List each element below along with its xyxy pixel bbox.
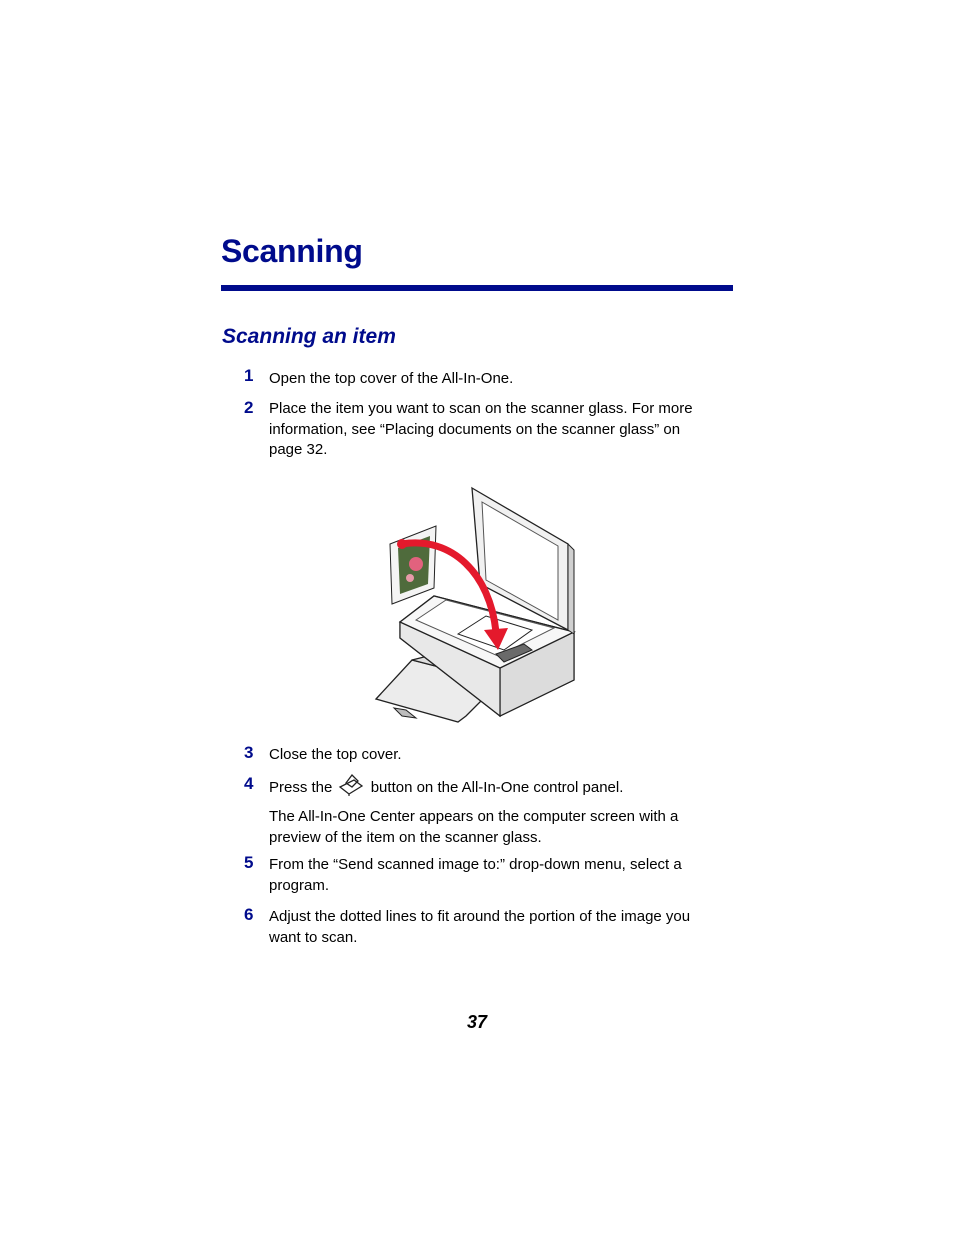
page-number: 37 — [466, 1012, 488, 1032]
step-number-2: 2 — [244, 398, 254, 417]
step-number-5: 5 — [244, 853, 254, 872]
step-4-text-after: button on the All-In-One control panel. — [370, 779, 624, 796]
step-text-3: Close the top cover. — [269, 746, 402, 763]
step-number-1: 1 — [244, 366, 254, 385]
title-rule — [221, 285, 733, 291]
scan-button-icon — [338, 773, 364, 797]
step-text-6: Adjust the dotted lines to fit around the portion of the image you want to scan. — [269, 908, 691, 946]
section-title: Scanning an item — [222, 325, 396, 348]
printer-illustration — [372, 484, 584, 726]
page-title: Scanning — [221, 233, 363, 269]
step-number-3: 3 — [244, 743, 254, 762]
step-text-1: Open the top cover of the All-In-One. — [269, 370, 514, 387]
step-4-text-before: Press the — [269, 779, 333, 796]
step-text-4 — [269, 773, 719, 800]
step-number-4: 4 — [244, 774, 254, 793]
step-4-note: The All-In-One Center appears on the computer screen with a preview of the item on the scanner glass. — [269, 808, 679, 846]
step-text-5: From the “Send scanned image to:” drop-down menu, select a program. — [269, 856, 682, 894]
step-text-2: Place the item you want to scan on the scanner glass. For more information, see “Placing documents on the scanner glass” on page 32. — [269, 400, 693, 458]
step-number-6: 6 — [244, 905, 254, 924]
